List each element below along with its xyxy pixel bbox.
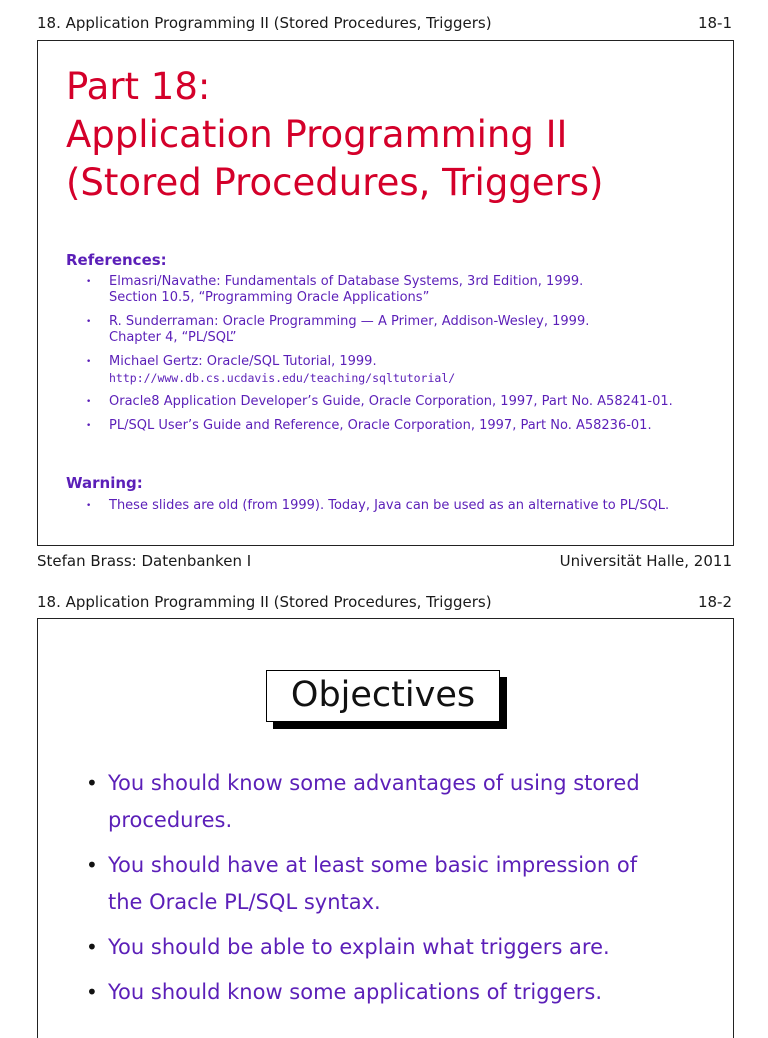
objective-text: You should know some advantages of using stored bbox=[108, 771, 640, 795]
bullet-icon: • bbox=[86, 853, 98, 877]
objective-item bbox=[82, 765, 713, 839]
objective-text-cont: the Oracle PL/SQL syntax. bbox=[108, 890, 381, 914]
objective-text: You should have at least some basic impression of bbox=[108, 853, 638, 877]
objective-item bbox=[82, 847, 713, 921]
objectives-title-box bbox=[266, 670, 500, 722]
objectives-list bbox=[82, 765, 713, 1019]
warning-list bbox=[66, 498, 723, 522]
slide1-title-line-3: (Stored Procedures, Triggers) bbox=[66, 161, 604, 204]
slide2-page-number: 18-2 bbox=[697, 593, 732, 611]
slide1-title-line-1: Part 18: bbox=[66, 65, 211, 108]
reference-text: PL/SQL User’s Guide and Reference, Oracle Corporation, 1997, Part No. A58236-01. bbox=[109, 418, 652, 433]
objective-text-cont: procedures. bbox=[108, 808, 233, 832]
references-heading: References: bbox=[66, 251, 167, 269]
bullet-icon: • bbox=[86, 935, 98, 959]
objective-item bbox=[82, 929, 713, 966]
warning-heading: Warning: bbox=[66, 474, 143, 492]
bullet-icon: • bbox=[86, 317, 92, 327]
slide1-footer bbox=[37, 552, 732, 570]
bullet-icon: • bbox=[86, 501, 92, 511]
slide1-header-title: 18. Application Programming II (Stored Procedures, Triggers) bbox=[37, 14, 492, 32]
warning-text: These slides are old (from 1999). Today, Java can be used as an alternative to PL/SQL. bbox=[109, 498, 670, 513]
reference-item bbox=[66, 394, 723, 410]
reference-item bbox=[66, 314, 723, 346]
reference-item bbox=[66, 274, 723, 306]
reference-text: R. Sunderraman: Oracle Programming — A Primer, Addison-Wesley, 1999. bbox=[109, 314, 590, 329]
reference-item bbox=[66, 354, 723, 386]
footer-institution: Universität Halle, 2011 bbox=[559, 552, 732, 570]
slide1-header bbox=[37, 14, 732, 32]
objective-item bbox=[82, 974, 713, 1011]
reference-detail: Section 10.5, “Programming Oracle Applications” bbox=[109, 290, 430, 305]
bullet-icon: • bbox=[86, 357, 92, 367]
reference-text: Elmasri/Navathe: Fundamentals of Database Systems, 3rd Edition, 1999. bbox=[109, 274, 584, 289]
reference-detail: Chapter 4, “PL/SQL” bbox=[109, 330, 237, 345]
objectives-title: Objectives bbox=[266, 670, 500, 722]
references-list bbox=[66, 274, 723, 442]
footer-author: Stefan Brass: Datenbanken I bbox=[37, 552, 252, 570]
slide2-frame bbox=[37, 618, 734, 1038]
slide2-header bbox=[37, 593, 732, 611]
objective-text: You should know some applications of triggers. bbox=[108, 980, 603, 1004]
bullet-icon: • bbox=[86, 397, 92, 407]
bullet-icon: • bbox=[86, 277, 92, 287]
slide2-header-title: 18. Application Programming II (Stored Procedures, Triggers) bbox=[37, 593, 492, 611]
slide1-title-line-2: Application Programming II bbox=[66, 113, 568, 156]
reference-url-link[interactable]: http://www.db.cs.ucdavis.edu/teaching/sqltutorial/ bbox=[109, 371, 456, 385]
slide1-frame bbox=[37, 40, 734, 546]
slide1-page-number: 18-1 bbox=[697, 14, 732, 32]
bullet-icon: • bbox=[86, 771, 98, 795]
bullet-icon: • bbox=[86, 421, 92, 431]
warning-item bbox=[66, 498, 723, 514]
reference-text: Michael Gertz: Oracle/SQL Tutorial, 1999. bbox=[109, 354, 377, 369]
reference-item bbox=[66, 418, 723, 434]
objective-text: You should be able to explain what triggers are. bbox=[108, 935, 610, 959]
reference-text: Oracle8 Application Developer’s Guide, Oracle Corporation, 1997, Part No. A58241-01. bbox=[109, 394, 673, 409]
bullet-icon: • bbox=[86, 980, 98, 1004]
